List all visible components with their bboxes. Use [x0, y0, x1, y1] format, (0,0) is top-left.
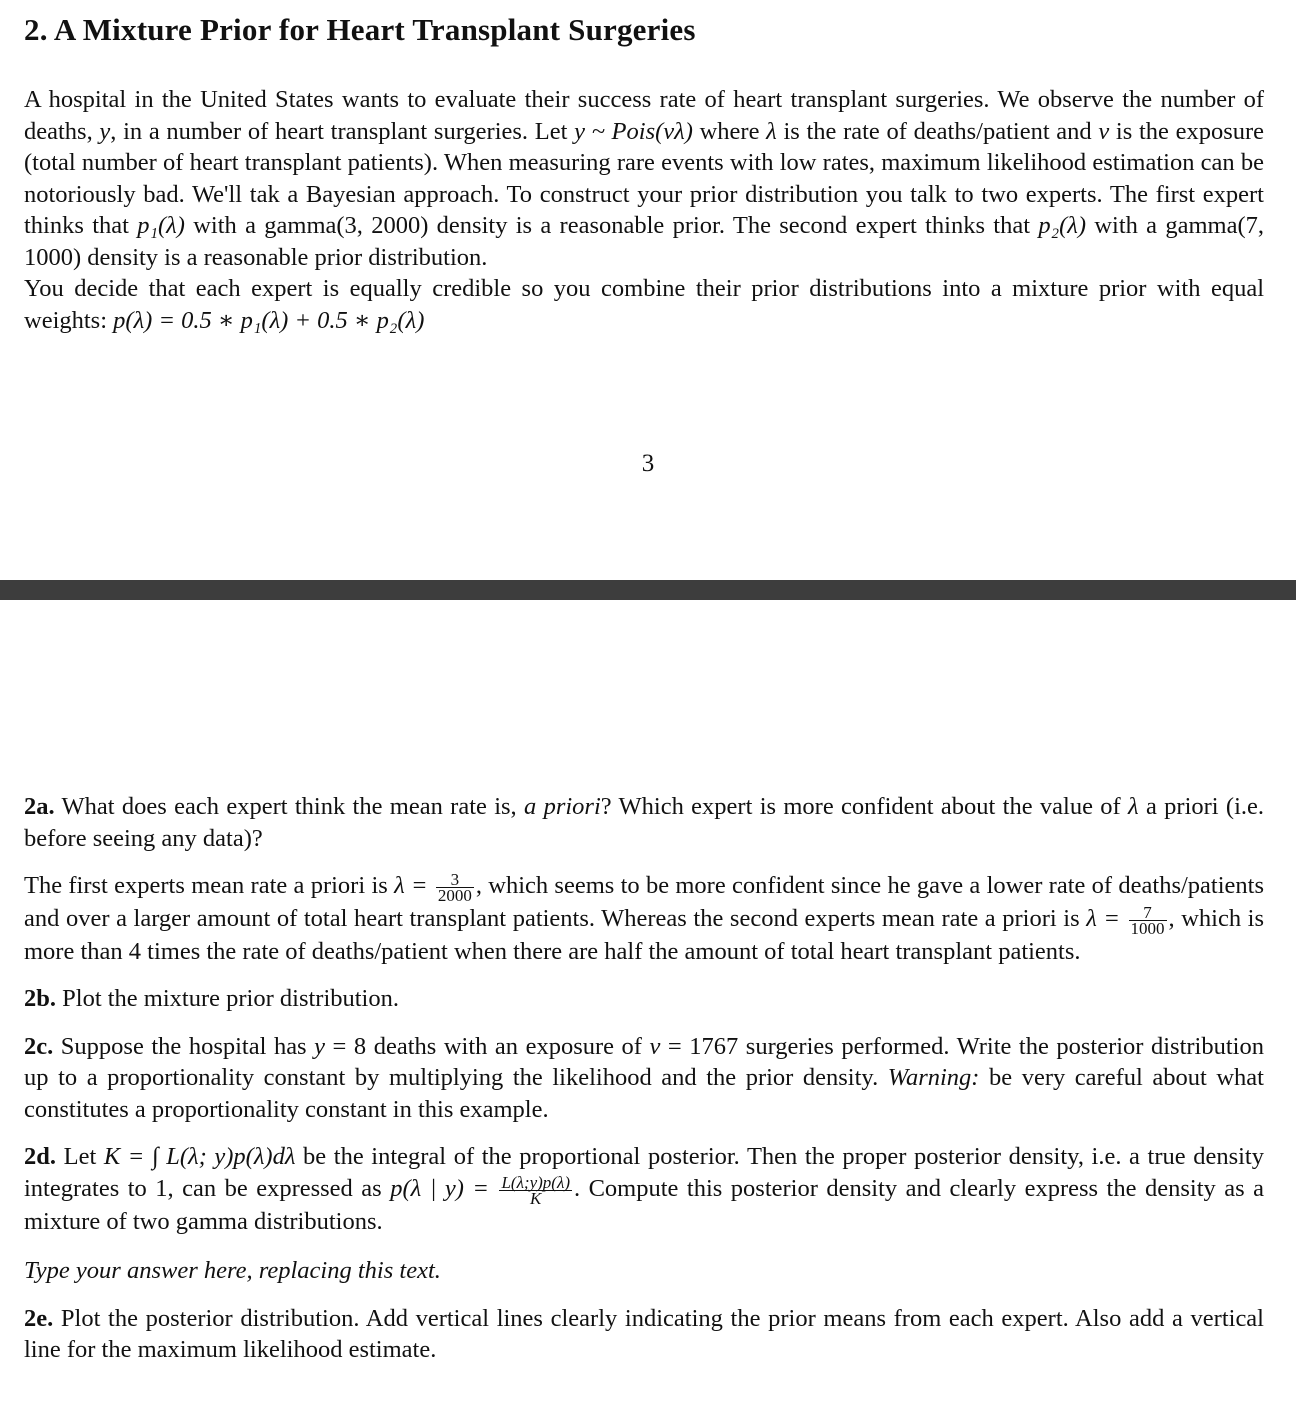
- fraction-7-1000: $\frac{7}{1000}$: [1130, 902, 1165, 938]
- question-2e: 2e. Plot the posterior distribution. Add vertical lines clearly indicating the prior means from each expert. Also add a vertical line for the maximum likelihood estimate.: [24, 1304, 1264, 1364]
- question-2c: 2c. Suppose the hospital has y = 8 deaths with an exposure of ν = 1767 surgeries performed. Write the posterior distribution up to a proportionality constant by multiplying the likelihood and the prior density. Warning: be very careful about what constitutes a proportionality constant in this example.: [24, 1032, 1264, 1123]
- mixture-paragraph: You decide that each expert is equally credible so you combine their prior distributions into a mixture prior with equal weights: p(λ) = 0.5 ∗ p₁(λ) + 0.5 ∗ p₂(λ): [24, 275, 1264, 334]
- intro-paragraph: A hospital in the United States wants to evaluate their success rate of heart transplant surgeries. We observe the number of deaths, y, in a number of heart transplant surgeries. Let y ~ Pois(νλ) where λ is the rate of deaths/patient and ν is the exposure (total number of heart transplant patients). When measuring rare events with low rates, maximum likelihood estimation can be notoriously bad. We'll tak a Bayesian approach. To construct your prior distribution you talk to two experts. The first expert thinks that p₁(λ) with a gamma(3, 2000) density is a reasonable prior. The second expert thinks that p₂(λ) with a gamma(7, 1000) density is a reasonable prior distribution.: [24, 86, 1265, 271]
- posterior-fraction: $\frac{L(\lambda;y)p(\lambda)}{K}$: [501, 1172, 570, 1208]
- answer-2a: The first experts mean rate a priori is λ = $\frac{3}{2000}$ , which seems to be more confident since he gave a lower rate of deaths/patients and over a larger amount of total heart transplant patients. Whereas the second experts mean rate a priori is λ = $\frac{7}{1000}$ , which is more than 4 times the rate of deaths/patient when there are half the amount of total heart transplant patients.: [24, 869, 1265, 965]
- fraction-3-2000: $\frac{3}{2000}$: [437, 869, 472, 905]
- section-heading: 2. A Mixture Prior for Heart Transplant Surgeries: [24, 12, 696, 47]
- page-top: [24, 0, 1264, 336]
- question-2b: 2b. Plot the mixture prior distribution.: [24, 985, 399, 1013]
- answer-placeholder[interactable]: Type your answer here, replacing this text.: [24, 1257, 441, 1285]
- page-number: 3: [641, 450, 655, 477]
- mixture-formula: p(λ) = 0.5 ∗ p₁(λ) + 0.5 ∗ p₂(λ): [113, 306, 425, 334]
- question-2d: 2d. Let K = ∫ L(λ; y)p(λ)dλ be the integral of the proportional posterior. Then the proper posterior density, i.e. a true density integrates to 1, can be expressed as p(λ | y) = $\frac{L(\lambda;y)p(\lambda)}{K}$ . Compute this posterior density and clearly express the density as a mixture of two gamma distributions.: [24, 1143, 1264, 1235]
- question-2a: 2a. What does each expert think the mean rate is, a priori? Which expert is more confident about the value of λ a priori (i.e. before seeing any data)?: [24, 793, 1265, 852]
- page-bottom: [24, 791, 1264, 1382]
- page-divider: [0, 580, 1296, 600]
